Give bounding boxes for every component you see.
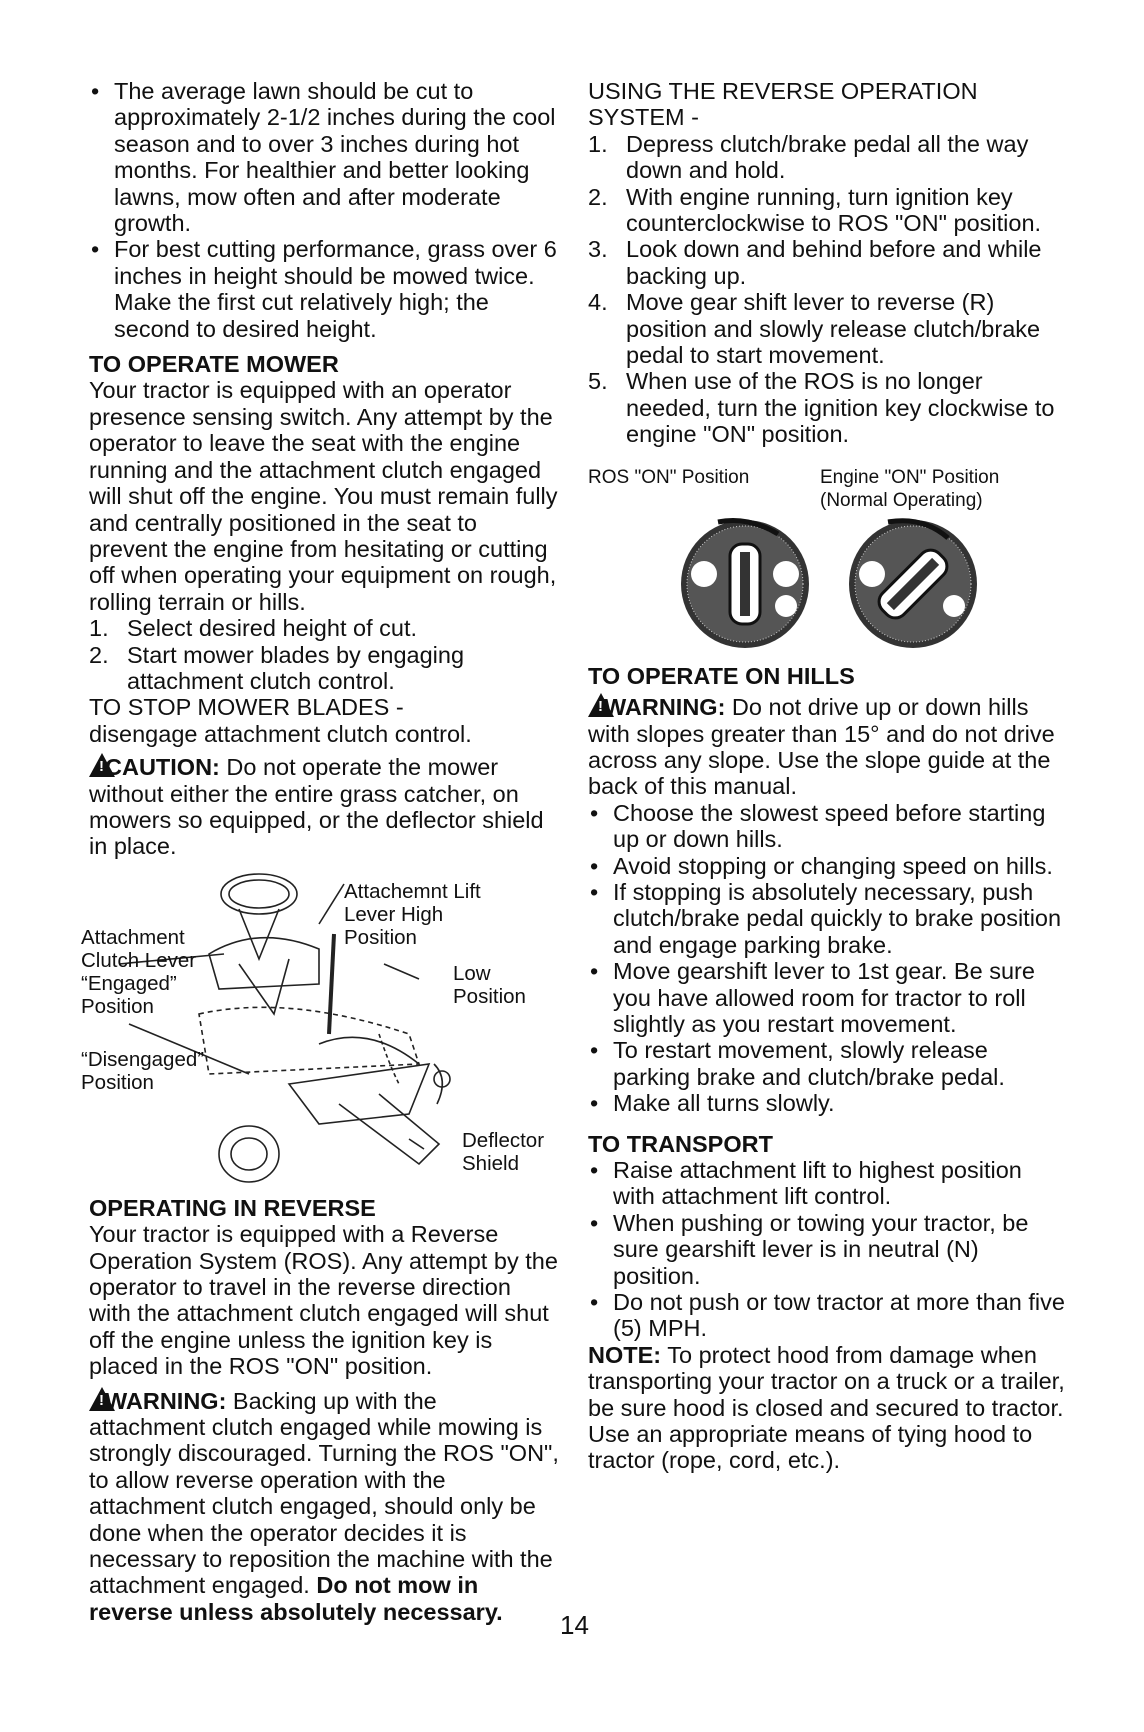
list-item bbox=[588, 368, 1068, 447]
hills-heading: TO OPERATE ON HILLS bbox=[588, 662, 855, 689]
ignition-switch-illustration bbox=[588, 466, 1058, 651]
list-item bbox=[588, 289, 1068, 368]
disengaged-label: “Disengaged” Position bbox=[81, 1047, 205, 1094]
list-item bbox=[588, 184, 1068, 237]
list-item bbox=[89, 642, 559, 695]
step-number: 4. bbox=[588, 289, 608, 316]
list-item bbox=[89, 615, 559, 641]
list-item: • Make all turns slowly. bbox=[588, 1090, 1068, 1116]
transport-note bbox=[588, 1342, 1068, 1474]
warning-label: WARNING: bbox=[105, 1387, 227, 1414]
warning-label: WARNING: bbox=[604, 694, 726, 721]
operate-mower-paragraph: Your tractor is equipped with an operator presence sensing switch. Any attempt by the operator to leave the seat with the engine running and the attachment clutch engaged will shut off the engine. You must remain fully and centrally positioned in the seat to prevent the engine from hesitating or cutting off when operating your equipment on rough, rolling terrain or hills. bbox=[89, 377, 558, 615]
step-number: 2. bbox=[89, 641, 109, 668]
list-item: • Avoid stopping or changing speed on hills. bbox=[588, 853, 1068, 879]
right-column bbox=[588, 78, 1068, 1474]
left-column bbox=[81, 78, 559, 1625]
step-text: Select desired height of cut. bbox=[127, 615, 418, 642]
list-item: • To restart movement, slowly release parking brake and clutch/brake pedal. bbox=[588, 1037, 1068, 1090]
warning-emphasis: Do not mow in reverse unless absolutely necessary. bbox=[89, 1572, 503, 1625]
list-item: • Raise attachment lift to highest position with attachment lift control. bbox=[588, 1157, 1068, 1210]
list-item: • If stopping is absolutely necessary, push clutch/brake pedal quickly to brake position and engage parking brake. bbox=[588, 879, 1068, 958]
caution-text: Do not operate the mower without either the entire grass catcher, on mowers so equipped, or the deflector shield in place. bbox=[89, 754, 544, 860]
warning-text: Backing up with the attachment clutch engaged while mowing is strongly discouraged. Turning the ROS "ON", to allow reverse operation with the attachment clutch engaged, should only be done when the operator decides it is necessary to reposition the machine with the attachment engaged. bbox=[89, 1387, 559, 1599]
step-text: Move gear shift lever to reverse (R) position and slowly release clutch/brake pedal to start movement. bbox=[626, 289, 1041, 369]
engine-on-caption: Engine "ON" Position bbox=[820, 466, 1000, 488]
low-position-label: Low Position bbox=[453, 961, 526, 1008]
ros-heading: USING THE REVERSE OPERATION SYSTEM - bbox=[588, 78, 978, 131]
list-item bbox=[588, 131, 1068, 184]
list-item: • The average lawn should be cut to approximately 2-1/2 inches during the cool season and to over 3 inches during hot months. For healthier and better looking lawns, mow often and after moderate growth. bbox=[89, 78, 559, 236]
warning-triangle-icon bbox=[588, 693, 614, 717]
mower-lever-figure bbox=[81, 864, 559, 1186]
page-number: 14 bbox=[560, 1610, 589, 1640]
step-text: Start mower blades by engaging attachment clutch control. bbox=[127, 641, 465, 694]
list-item bbox=[588, 236, 1068, 289]
list-item: • Move gearshift lever to 1st gear. Be sure you have allowed room for tractor to roll slightly as you restart movement. bbox=[588, 958, 1068, 1037]
step-text: Look down and behind before and while backing up. bbox=[626, 236, 1042, 289]
step-number: 1. bbox=[89, 615, 109, 642]
warning-triangle-icon bbox=[89, 753, 115, 777]
step-text: With engine running, turn ignition key counterclockwise to ROS "ON" position. bbox=[626, 183, 1042, 237]
stop-blades-heading: TO STOP MOWER BLADES - bbox=[89, 694, 404, 721]
hills-warning bbox=[588, 693, 1068, 800]
ros-knob bbox=[681, 520, 809, 648]
step-text: Depress clutch/brake pedal all the way down and hold. bbox=[626, 130, 1029, 184]
warning-text: Do not drive up or down hills with slopes greater than 15° and do not drive across any slope. Use the slope guide at the back of this manual. bbox=[588, 694, 1055, 800]
note-text: To protect hood from damage when transporting your tractor on a truck or a trailer, be sure hood is closed and secured to tractor. Use an appropriate means of tying hood to tractor (rope, cord, etc.). bbox=[588, 1341, 1065, 1474]
list-item: • Do not push or tow tractor at more than five (5) MPH. bbox=[588, 1289, 1068, 1342]
engine-on-subcaption: (Normal Operating) bbox=[820, 489, 983, 511]
note-label: NOTE: bbox=[588, 1341, 662, 1368]
caution-label: CAUTION: bbox=[105, 754, 220, 781]
reverse-heading: OPERATING IN REVERSE bbox=[89, 1194, 376, 1221]
caution-notice bbox=[89, 753, 559, 860]
engine-on-knob bbox=[849, 520, 977, 648]
warning-triangle-icon bbox=[89, 1387, 115, 1411]
reverse-warning bbox=[89, 1387, 559, 1626]
list-item: • Choose the slowest speed before starting up or down hills. bbox=[588, 800, 1068, 853]
stop-blades-text: disengage attachment clutch control. bbox=[89, 720, 472, 747]
step-number: 5. bbox=[588, 368, 608, 395]
ros-on-caption: ROS "ON" Position bbox=[588, 466, 750, 488]
ignition-knob-figure bbox=[588, 466, 1068, 651]
step-text: When use of the ROS is no longer needed, turn the ignition key clockwise to engine "ON" position. bbox=[626, 368, 1055, 448]
list-item: • When pushing or towing your tractor, be sure gearshift lever is in neutral (N) position. bbox=[588, 1210, 1068, 1289]
reverse-paragraph: Your tractor is equipped with a Reverse Operation System (ROS). Any attempt by the operator to travel in the reverse direction with the attachment clutch engaged will shut off the engine unless the ignition key is placed in the ROS "ON" position. bbox=[89, 1221, 558, 1380]
step-number: 2. bbox=[588, 183, 608, 210]
transport-heading: TO TRANSPORT bbox=[588, 1130, 773, 1157]
step-number: 3. bbox=[588, 236, 608, 263]
deflector-shield-label: Deflector Shield bbox=[462, 1128, 545, 1175]
clutch-lever-label: Attachment Clutch Lever “Engaged” Position bbox=[81, 925, 197, 1018]
operate-mower-heading: TO OPERATE MOWER bbox=[89, 351, 339, 378]
step-number: 1. bbox=[588, 130, 608, 157]
list-item: • For best cutting performance, grass over 6 inches in height should be mowed twice. Make the first cut relatively high; the second to desired height. bbox=[89, 236, 559, 342]
lift-lever-label: Attachemnt Lift Lever High Position bbox=[344, 879, 481, 949]
